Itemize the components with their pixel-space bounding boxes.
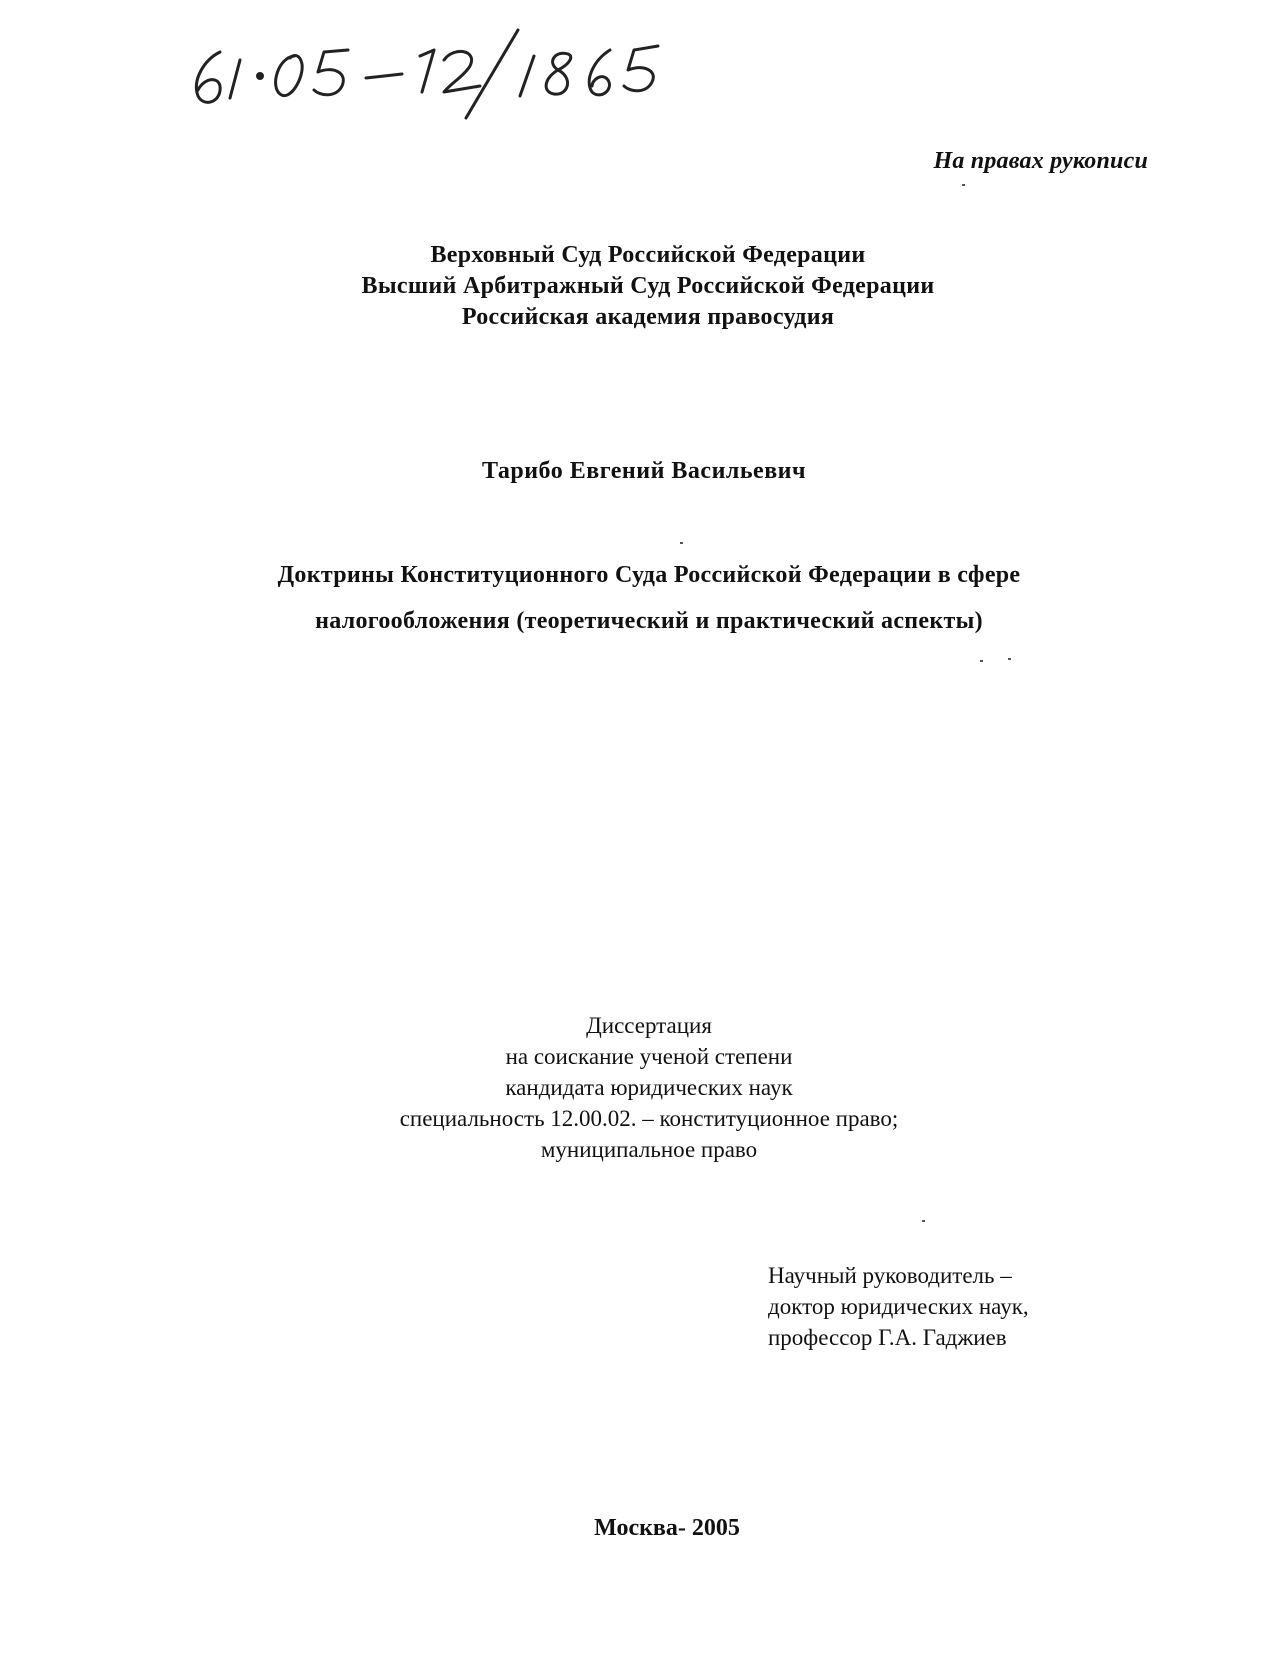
author-name (0, 458, 1278, 485)
dissertation-line: муниципальное право (540, 1137, 758, 1162)
title-line: налогообложения (теоретический и практический аспекты) (315, 608, 983, 634)
scan-speck (980, 660, 983, 662)
dissertation-line: Диссертация (586, 1013, 712, 1038)
handwritten-number-drawing (182, 20, 682, 120)
rights-notice: На правах рукописи (933, 148, 1148, 174)
title-line: Доктрины Конституционного Суда Российской Федерации в сфере (277, 562, 1021, 588)
supervisor-line: профессор Г.А. Гаджиев (768, 1325, 1007, 1350)
dissertation-title (0, 552, 1278, 644)
scan-speck (962, 184, 965, 186)
handwritten-registration-number (182, 20, 682, 120)
dissertation-line: на соискание ученой степени (505, 1044, 793, 1069)
organization-line: Высший Арбитражный Суд Российской Федерации (361, 273, 935, 299)
organization-line: Верховный Суд Российской Федерации (430, 242, 866, 268)
city-year-text: Москва- 2005 (594, 1515, 740, 1541)
scan-speck (680, 542, 683, 544)
organizations-block (0, 240, 1278, 333)
city-year (0, 1515, 1278, 1542)
dissertation-line: кандидата юридических наук (505, 1075, 793, 1100)
dissertation-info (0, 1010, 1278, 1165)
dissertation-line: специальность 12.00.02. – конституционное право; (399, 1106, 899, 1131)
scan-speck (1008, 658, 1011, 660)
author-name-text: Тарибо Евгений Васильевич (481, 458, 807, 484)
supervisor-block (768, 1260, 1029, 1353)
organization-line: Российская академия правосудия (461, 304, 835, 330)
supervisor-line: Научный руководитель – (768, 1263, 1012, 1288)
scan-speck (922, 1220, 925, 1222)
supervisor-line: доктор юридических наук, (768, 1294, 1029, 1319)
